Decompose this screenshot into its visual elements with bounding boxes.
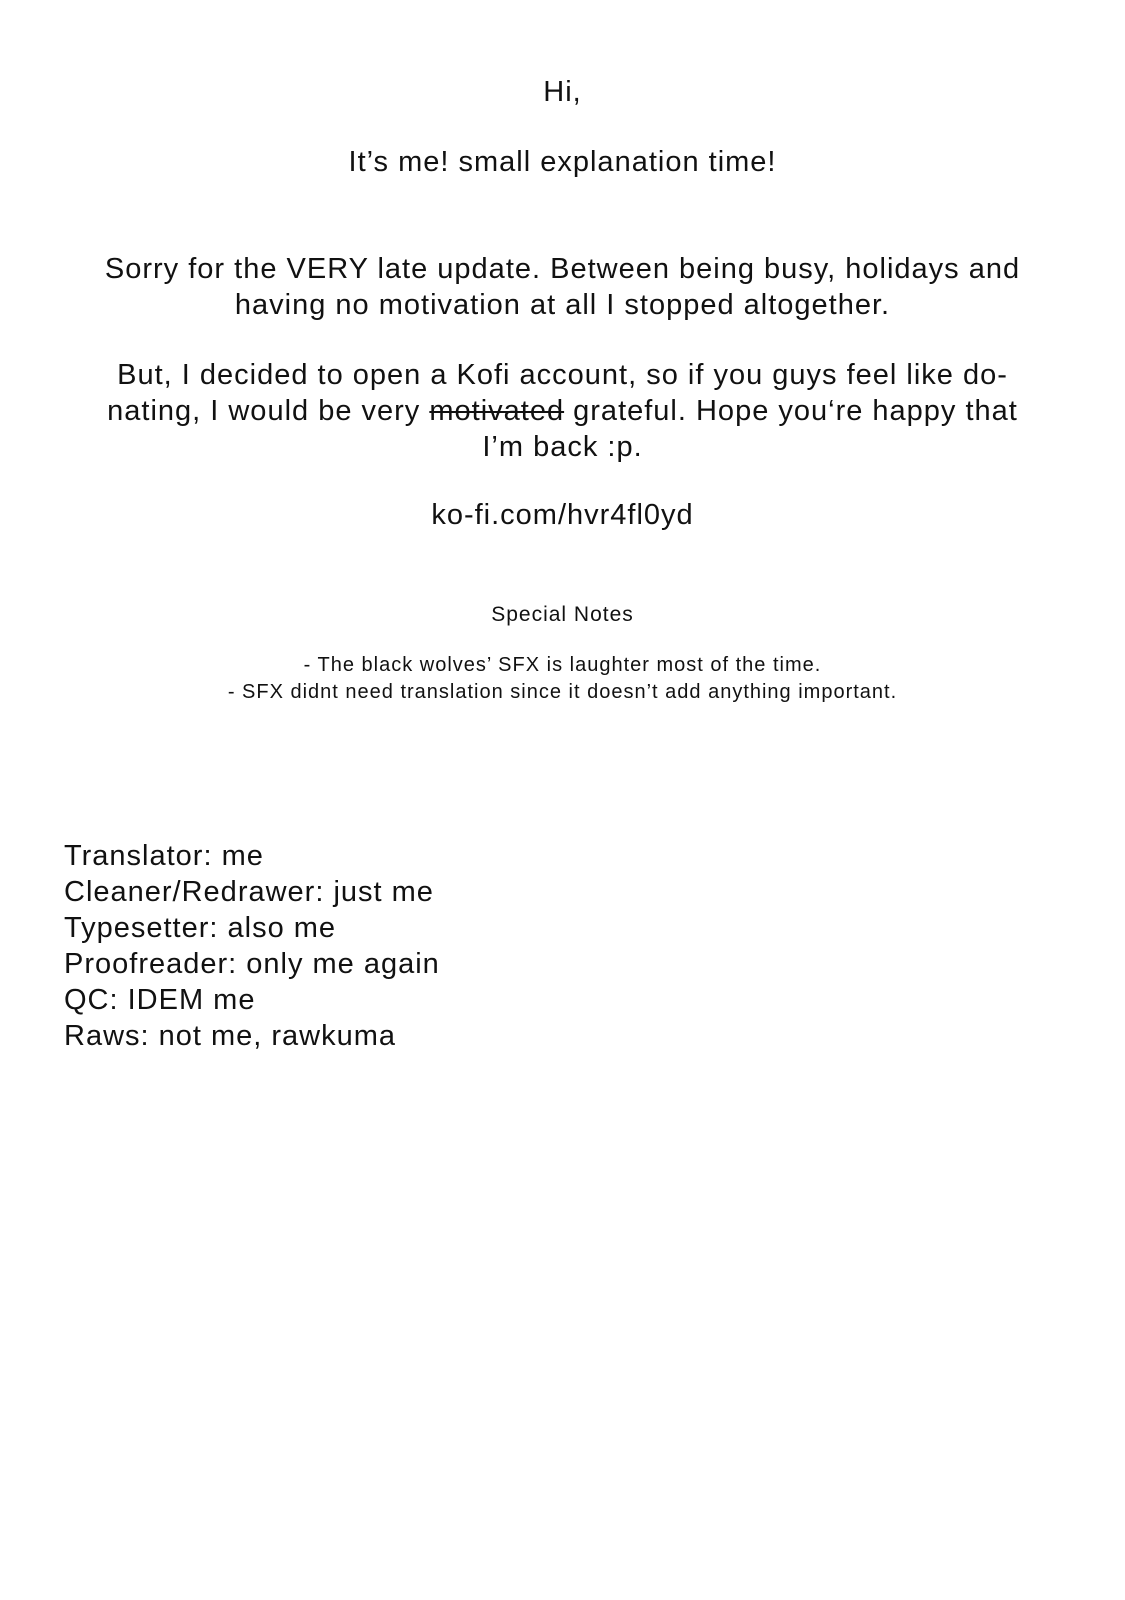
special-notes-heading: Special Notes (491, 603, 634, 626)
apology-line-1: Sorry for the VERY late update. Between being busy, holidays and (104, 253, 1021, 285)
credit-raws: Raws: not me, rawkuma (64, 1020, 397, 1052)
staff-credits-list (64, 838, 440, 1054)
struck-word: motivated (429, 395, 565, 427)
credit-cleaner: Cleaner/Redrawer: just me (64, 876, 434, 908)
credit-qc: QC: IDEM me (64, 984, 256, 1016)
donation-line-2-start: nating, I would be very (107, 395, 430, 427)
intro-text: It’s me! small explanation time! (348, 146, 777, 178)
special-note-item: - SFX didnt need translation since it doesn’t add anything important. (227, 681, 898, 703)
credit-translator: Translator: me (64, 840, 264, 872)
special-notes-list (0, 652, 1125, 706)
donation-line-3: I’m back :p. (482, 431, 643, 463)
donation-line-2 (0, 393, 1125, 429)
donation-line-1: But, I decided to open a Kofi account, so if you guys feel like do- (117, 359, 1008, 391)
special-note-item: - The black wolves’ SFX is laughter most of the time. (303, 654, 822, 676)
credit-proofreader: Proofreader: only me again (64, 948, 440, 980)
donation-line-2-end: grateful. Hope you‘re happy that (564, 395, 1018, 427)
apology-paragraph (0, 251, 1125, 323)
donation-paragraph (0, 357, 1125, 465)
apology-line-2: having no motivation at all I stopped altogether. (234, 289, 891, 321)
credit-typesetter: Typesetter: also me (64, 912, 337, 944)
kofi-link-text: ko-fi.com/hvr4fl0yd (431, 499, 694, 531)
greeting-text: Hi, (543, 76, 582, 108)
